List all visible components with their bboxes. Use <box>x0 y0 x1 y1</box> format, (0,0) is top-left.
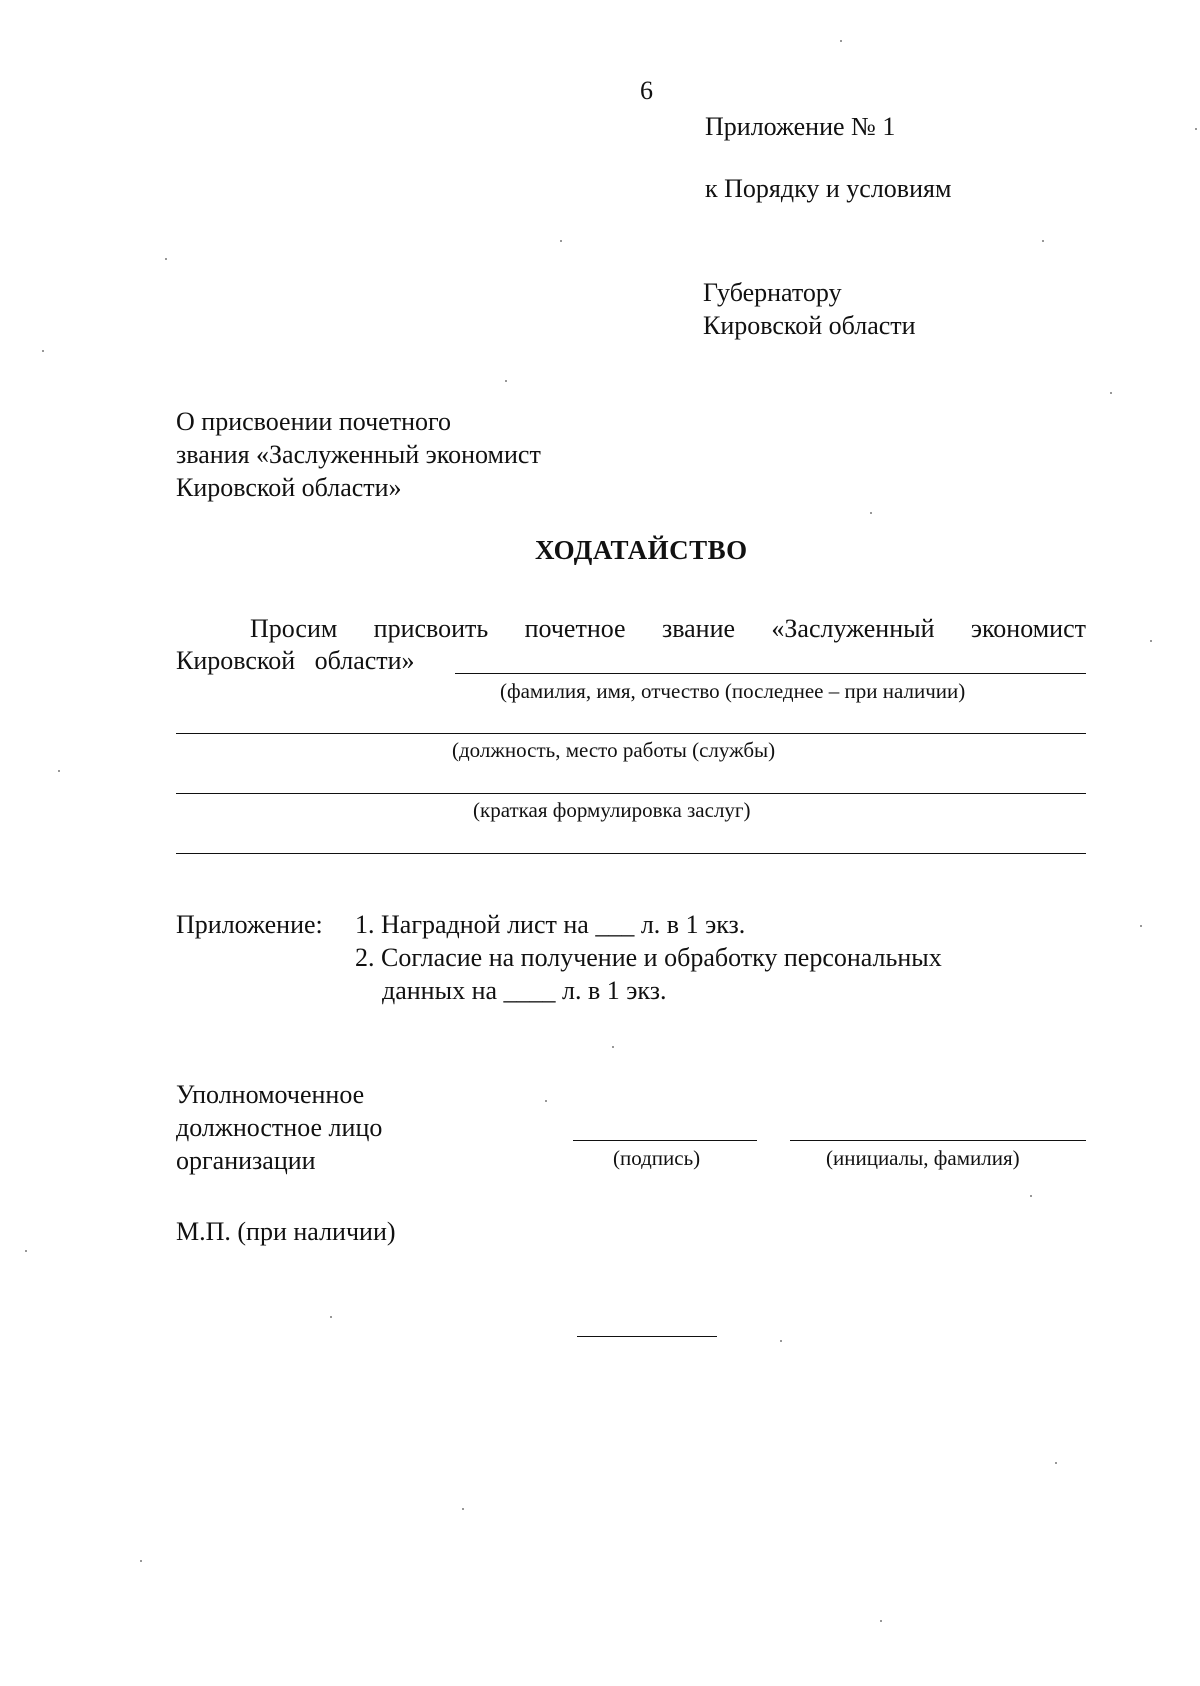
subject-line3: Кировской области» <box>176 473 402 502</box>
document-title: ХОДАТАЙСТВО <box>535 535 748 565</box>
attachments-label: Приложение: <box>176 910 323 939</box>
merits-extra-line <box>176 853 1086 854</box>
request-word: Просим <box>250 614 338 643</box>
stamp-label: М.П. (при наличии) <box>176 1217 396 1246</box>
subject-line2: звания «Заслуженный экономист <box>176 440 541 469</box>
request-word: присвоить <box>373 614 489 643</box>
position-fill-line <box>176 733 1086 734</box>
appendix-label: Приложение № 1 <box>705 112 896 141</box>
request-word: почетное <box>524 614 626 643</box>
page-number: 6 <box>640 76 653 105</box>
fio-fill-line <box>455 673 1086 674</box>
request-word: экономист <box>970 614 1086 643</box>
official-line3: организации <box>176 1146 316 1175</box>
request-word: звание <box>661 614 736 643</box>
official-line2: должностное лицо <box>176 1113 383 1142</box>
attachment-item2-line2: данных на ____ л. в 1 экз. <box>382 976 667 1005</box>
addressee-line2: Кировской области <box>703 311 916 340</box>
attachment-item1: 1. Наградной лист на ___ л. в 1 экз. <box>355 910 746 939</box>
caption-fio: (фамилия, имя, отчество (последнее – при наличии) <box>500 679 966 703</box>
request-word: «Заслуженный <box>771 614 935 643</box>
name-fill-line <box>790 1140 1086 1141</box>
addressee-line1: Губернатору <box>703 278 842 307</box>
caption-name: (инициалы, фамилия) <box>826 1146 1020 1170</box>
order-reference: к Порядку и условиям <box>705 174 952 203</box>
closing-separator <box>577 1336 717 1337</box>
subject-line1: О присвоении почетного <box>176 407 451 436</box>
caption-merits: (краткая формулировка заслуг) <box>473 798 751 822</box>
request-line1 <box>250 612 1086 646</box>
merits-fill-line <box>176 793 1086 794</box>
official-line1: Уполномоченное <box>176 1080 365 1109</box>
signature-fill-line <box>573 1140 757 1141</box>
attachment-item2-line1: 2. Согласие на получение и обработку персональных <box>355 943 942 972</box>
request-line2: Кировской области» <box>176 646 415 675</box>
caption-signature: (подпись) <box>613 1146 701 1170</box>
caption-position: (должность, место работы (службы) <box>452 738 776 762</box>
